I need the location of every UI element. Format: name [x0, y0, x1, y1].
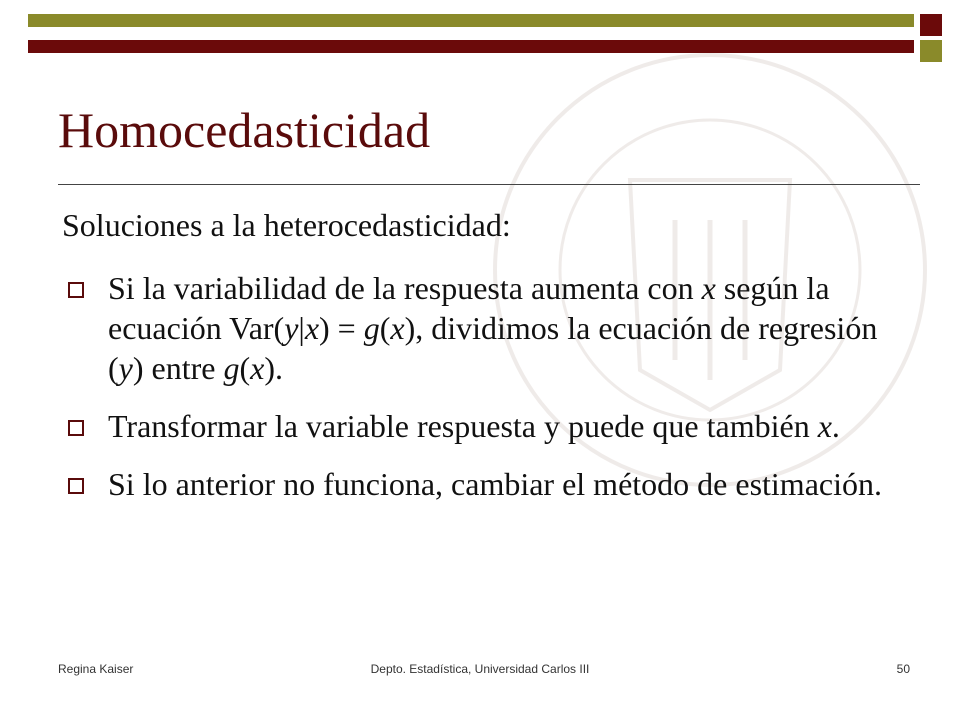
footer-department: Depto. Estadística, Universidad Carlos III — [370, 662, 590, 676]
math-variable: x — [390, 310, 405, 346]
slide-number: 50 — [896, 662, 910, 676]
text-run: | — [298, 310, 305, 346]
title-underline — [58, 184, 920, 185]
bullet-list — [62, 268, 912, 522]
bullet-item-1 — [62, 268, 912, 388]
bullet-item-3 — [62, 464, 912, 504]
text-run: ) entre — [132, 350, 224, 386]
text-run: ) = — [319, 310, 364, 346]
footer-author: Regina Kaiser — [58, 662, 134, 676]
text-run: ( — [379, 310, 391, 346]
square-bullet-icon — [68, 478, 84, 494]
text-run: Si la variabilidad de la respuesta aumenta con — [108, 270, 702, 306]
text-run: ), dividimos la ecuación de regresión ( — [108, 310, 878, 386]
math-variable: x — [250, 350, 265, 386]
bullet-text-1 — [108, 270, 877, 386]
text-run: Transformar la variable respuesta y puede que también — [108, 408, 818, 444]
math-variable: x — [701, 270, 716, 306]
intro-text: Soluciones a la heterocedasticidad: — [62, 207, 511, 243]
math-variable: g — [223, 350, 240, 386]
math-variable: g — [363, 310, 380, 346]
square-bullet-icon — [68, 282, 84, 298]
text-run: Si lo anterior no funciona, cambiar el método de estimación. — [108, 466, 882, 502]
math-variable: x — [817, 408, 832, 444]
math-variable: y — [284, 310, 299, 346]
slide-title: Homocedasticidad — [58, 102, 431, 158]
text-run: ( — [239, 350, 251, 386]
corner-red-square — [920, 14, 942, 36]
text-run: . — [831, 408, 840, 444]
math-variable: y — [118, 350, 133, 386]
bullet-text-2 — [108, 408, 840, 444]
square-bullet-icon — [68, 420, 84, 436]
top-olive-bar — [28, 14, 914, 27]
bullet-text-3 — [108, 466, 882, 502]
math-variable: x — [304, 310, 320, 346]
text-run: ). — [264, 350, 283, 386]
bullet-item-2 — [62, 406, 912, 446]
text-run: según la ecuación Var( — [108, 270, 830, 346]
